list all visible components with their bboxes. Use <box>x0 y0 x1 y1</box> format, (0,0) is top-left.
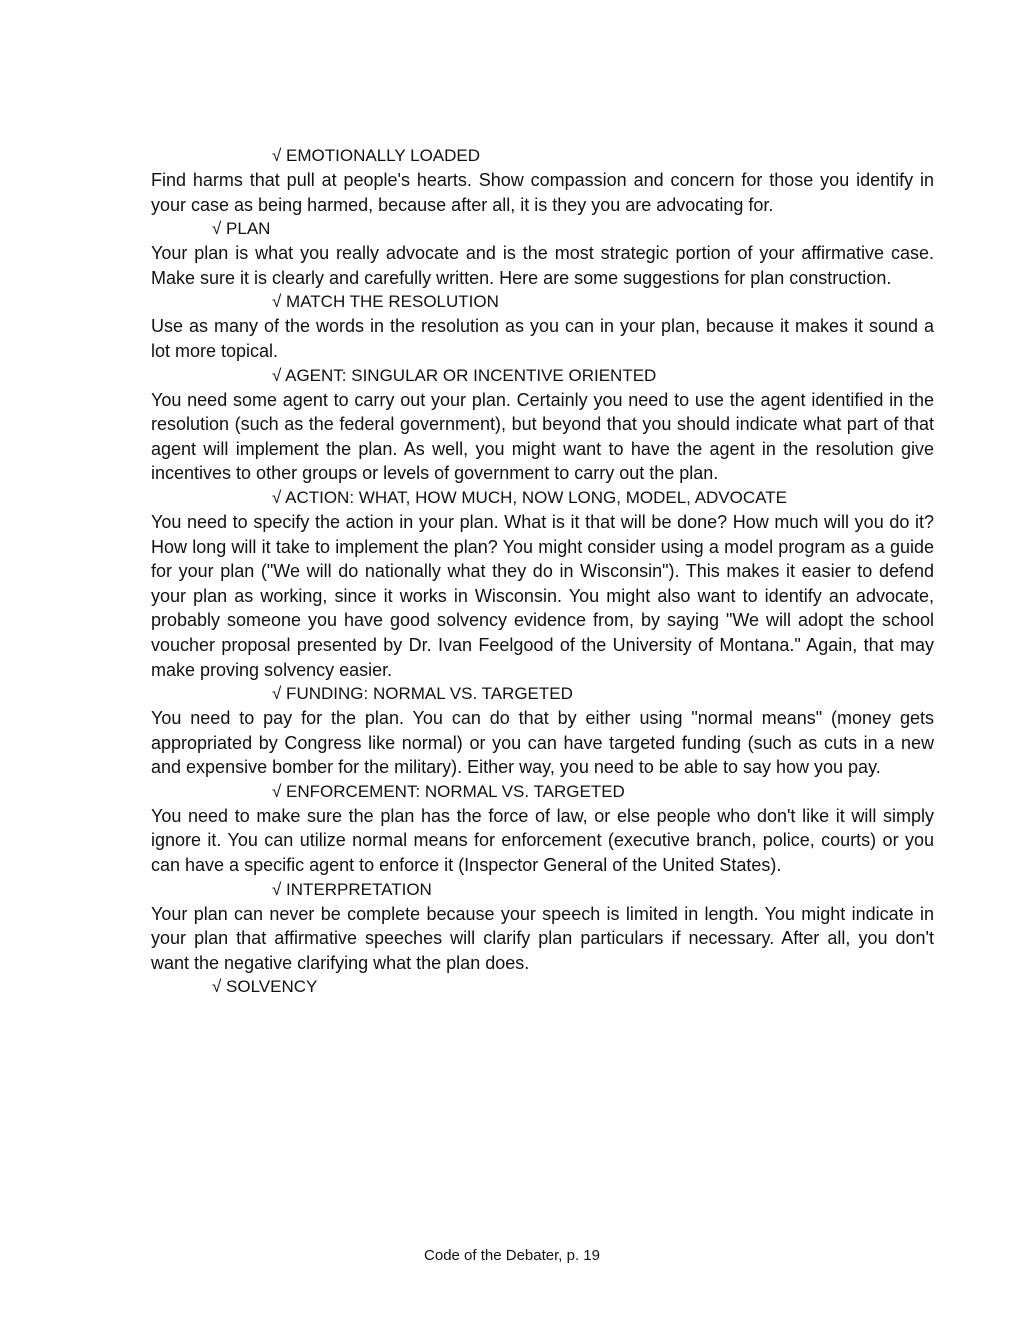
heading-solvency: √ SOLVENCY <box>212 977 318 997</box>
paragraph-agent: You need some agent to carry out your plan. Certainly you need to use the agent identified in the resolution (such as the federal government), but beyond that you should indicate what part of that agent will implement the plan. As well, you might want to have the agent in the resolution give incentives to other groups or levels of government to carry out the plan. <box>151 389 934 484</box>
paragraph-action: You need to specify the action in your plan. What is it that will be done? How much will you do it? How long will it take to implement the plan? You might consider using a model program as a guide for your plan ("We will do nationally what they do in Wisconsin"). This makes it easier to defend your plan as working, since it works in Wisconsin. You might also want to identify an advocate, probably someone you have good solvency evidence from, by saying "We will adopt the school voucher proposal presented by Dr. Ivan Feelgood of the University of Montana." Again, that may make proving solvency easier. <box>151 511 934 680</box>
paragraph-funding: You need to pay for the plan. You can do that by either using "normal means" (money gets appropriated by Congress like normal) or you can have targeted funding (such as cuts in a new and expensive bomber for the military). Either way, you need to be able to say how you pay. <box>151 708 934 778</box>
paragraph-enforcement: You need to make sure the plan has the force of law, or else people who don't like it will simply ignore it. You can utilize normal means for enforcement (executive branch, police, courts) or you can have a specific agent to enforce it (Inspector General of the United States). <box>151 805 934 876</box>
heading-enforcement: √ ENFORCEMENT: NORMAL VS. TARGETED <box>272 781 625 801</box>
paragraph-plan: Your plan is what you really advocate and is the most strategic portion of your affirmative case. Make sure it is clearly and carefully written. Here are some suggestions for plan construction. <box>151 243 934 288</box>
heading-action: √ ACTION: WHAT, HOW MUCH, NOW LONG, MODEL, ADVOCATE <box>272 487 787 507</box>
page-footer: Code of the Debater, p. 19 <box>424 1247 600 1264</box>
paragraph-interpretation: Your plan can never be complete because your speech is limited in length. You might indicate in your plan that affirmative speeches will clarify plan particulars if necessary. After all, you don't want the negative clarifying what the plan does. <box>151 903 934 973</box>
document-body <box>151 144 934 999</box>
heading-match-the-resolution: √ MATCH THE RESOLUTION <box>272 292 499 312</box>
paragraph-match-the-resolution: Use as many of the words in the resolution as you can in your plan, because it makes it sound a lot more topical. <box>151 316 934 361</box>
heading-plan: √ PLAN <box>212 219 271 239</box>
heading-funding: √ FUNDING: NORMAL VS. TARGETED <box>272 684 573 704</box>
heading-interpretation: √ INTERPRETATION <box>272 879 432 899</box>
paragraph-emotionally-loaded: Find harms that pull at people's hearts. Show compassion and concern for those you identify in your case as being harmed, because after all, it is they you are advocating for. <box>151 170 934 215</box>
heading-emotionally-loaded: √ EMOTIONALLY LOADED <box>272 146 481 165</box>
heading-agent: √ AGENT: SINGULAR OR INCENTIVE ORIENTED <box>272 365 657 385</box>
